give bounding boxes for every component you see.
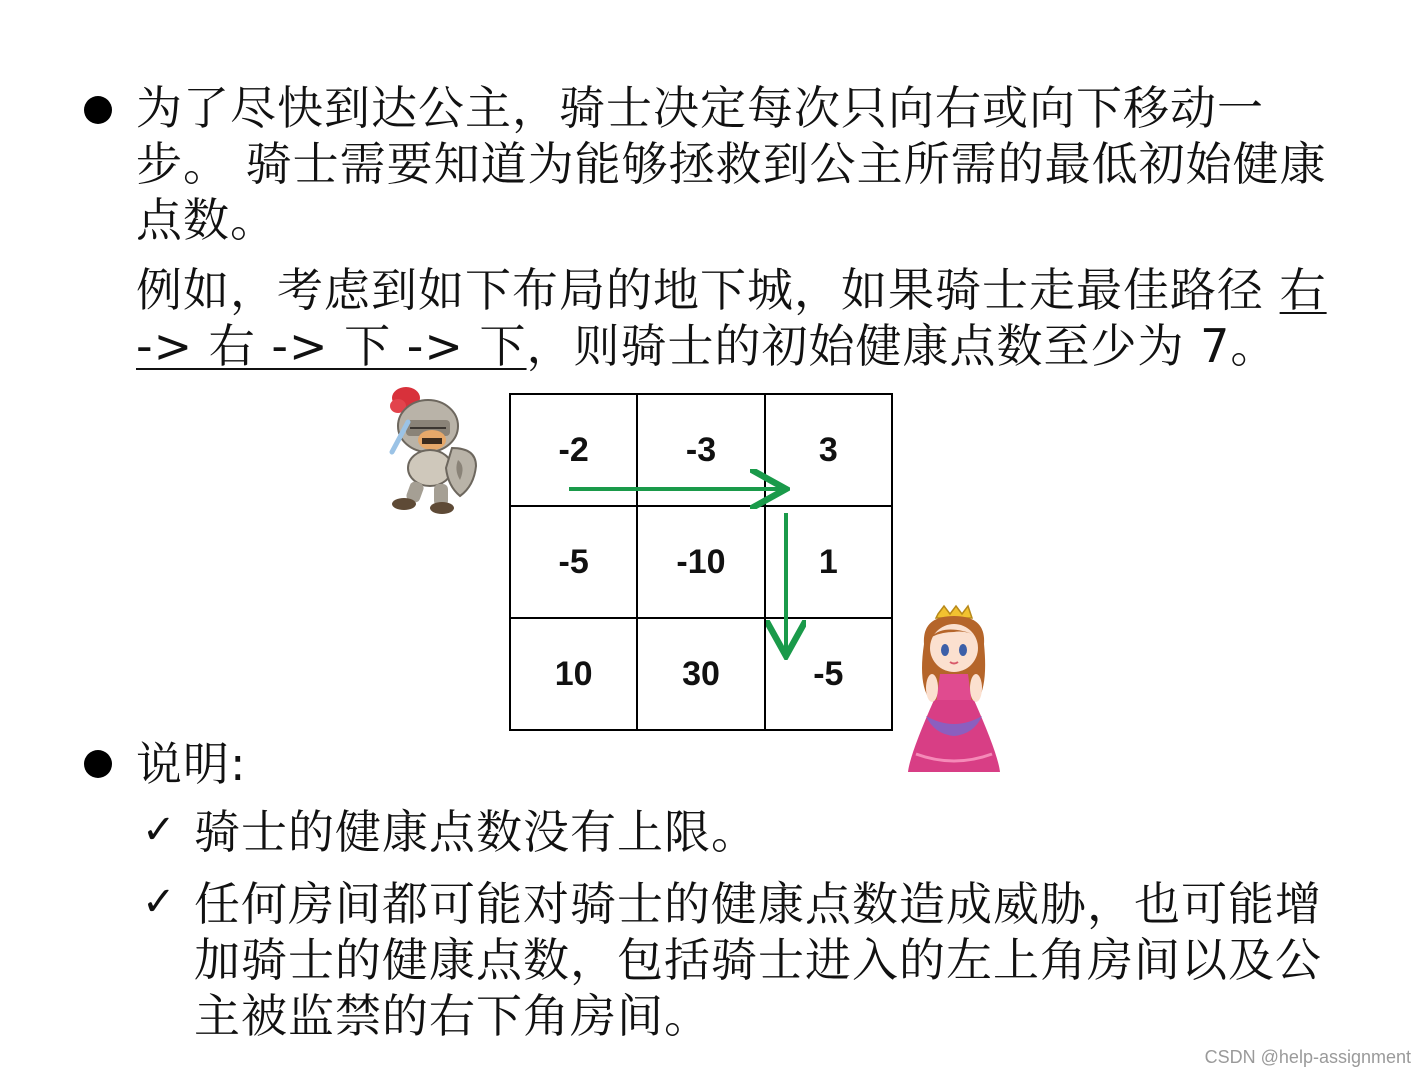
notes-title: 说明: [136, 737, 247, 791]
note-2-line-2: 加骑士的健康点数，包括骑士进入的左上角房间以及公 [194, 933, 1322, 987]
example-line-2-text: ，则骑士的初始健康点数至少为 7。 [526, 319, 1278, 373]
grid-cell: -3 [637, 394, 764, 506]
example-line-1-text: 例如，考虑到如下布局的地下城，如果骑士走最佳路径 [136, 263, 1280, 317]
bullet-dot-1 [84, 96, 112, 124]
knight-icon [378, 382, 488, 514]
grid-cell: -5 [510, 506, 637, 618]
example-line-2 [136, 318, 1327, 374]
grid-cell: 10 [510, 618, 637, 730]
note-2-line-1: 任何房间都可能对骑士的健康点数造成威胁，也可能增 [194, 877, 1322, 931]
grid-cell: 1 [765, 506, 892, 618]
dungeon-grid [509, 393, 893, 731]
example-paragraph [136, 262, 1327, 374]
example-path-start: 右 [1279, 263, 1327, 317]
grid-row [510, 506, 892, 618]
note-2 [194, 876, 1322, 1044]
grid-cell: -10 [637, 506, 764, 618]
bullet-dot-2 [84, 750, 112, 778]
example-line-1 [136, 262, 1327, 318]
example-path-rest: -> 右 -> 下 -> 下 [136, 319, 527, 373]
grid-cell: -2 [510, 394, 637, 506]
grid-row [510, 394, 892, 506]
grid-cell: -5 [765, 618, 892, 730]
intro-line-1: 为了尽快到达公主，骑士决定每次只向右或向下移动一 [136, 81, 1264, 135]
intro-line-2: 步。 骑士需要知道为能够拯救到公主所需的最低初始健康 [136, 137, 1327, 191]
grid-cell: 3 [765, 394, 892, 506]
intro-paragraph [136, 80, 1327, 248]
watermark: CSDN @help-assignment [1204, 1047, 1411, 1067]
note-1: 骑士的健康点数没有上限。 [194, 805, 758, 859]
grid-cell: 30 [637, 618, 764, 730]
check-icon: ✓ [142, 879, 176, 925]
grid-row [510, 618, 892, 730]
intro-line-3: 点数。 [136, 193, 277, 247]
princess-icon [904, 604, 1004, 776]
note-2-line-3: 主被监禁的右下角房间。 [194, 989, 711, 1043]
check-icon: ✓ [142, 807, 176, 853]
